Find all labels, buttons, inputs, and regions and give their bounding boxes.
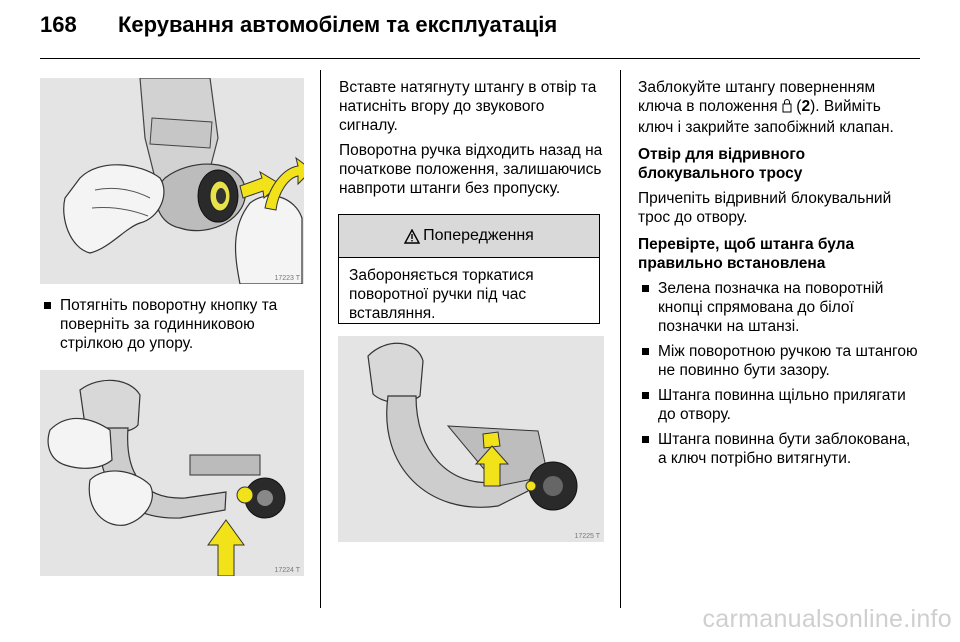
- paragraph: Заблокуйте штангу поверненням ключа в положення (2). Вийміть ключ і закрийте запобіжний клапан.: [638, 79, 894, 136]
- bullet-square-icon: [642, 285, 649, 292]
- page-title: Керування автомобілем та експлуатація: [118, 12, 558, 37]
- paragraph: Поворотна ручка відходить назад на початкове положення, залишаючись навпроти штанги без пропуску.: [339, 142, 603, 197]
- bullet-square-icon: [44, 302, 51, 309]
- figure-id: 17223 T: [274, 275, 300, 282]
- column-1-text: [40, 296, 310, 359]
- list-item: Між поворотною ручкою та штангою не повинно бути зазору.: [638, 342, 920, 380]
- warning-triangle-icon: [404, 229, 420, 244]
- warning-box: [338, 214, 600, 324]
- header-rule: [40, 58, 920, 59]
- section-heading: Отвір для відривного блокувального тросу: [638, 146, 806, 182]
- warning-header: [339, 215, 599, 258]
- figure-id: 17225 T: [574, 533, 600, 540]
- list-item: Штанга повинна бути заблокована, а ключ потрібно витягнути.: [638, 430, 920, 468]
- paragraph: Вставте натягнуту штангу в отвір та натисніть вгору до звукового сигналу.: [339, 79, 597, 134]
- list-item: Зелена позначка на поворотній кнопці спрямована до білої позначки на штанзі.: [638, 279, 920, 336]
- column-separator: [620, 70, 621, 608]
- tow-bar-insertion-figure: [40, 370, 304, 576]
- paragraph: Причепіть відривний блокувальний трос до отвору.: [638, 190, 892, 226]
- list-item: Штанга повинна щільно прилягати до отвору.: [638, 386, 920, 424]
- key-position-icon: [782, 99, 792, 118]
- tow-bar-knob-figure: [40, 78, 304, 284]
- column-separator: [320, 70, 321, 608]
- bullet-square-icon: [642, 436, 649, 443]
- column-3-text: [638, 78, 920, 474]
- tow-bar-locked-figure: [338, 336, 604, 542]
- list-item: Потягніть поворотну кнопку та поверніть за годинниковою стрілкою до упору.: [40, 296, 310, 353]
- bullet-square-icon: [642, 392, 649, 399]
- figure-id: 17224 T: [274, 567, 300, 574]
- bullet-square-icon: [642, 348, 649, 355]
- warning-text: Забороняється торкатися поворотної ручки під час вставляння.: [349, 267, 534, 322]
- section-heading: Перевірте, щоб штанга була правильно встановлена: [638, 236, 855, 272]
- watermark: carmanualsonline.info: [702, 605, 952, 633]
- column-2-text: [339, 78, 607, 204]
- warning-title: Попередження: [423, 227, 534, 244]
- page-number: 168: [40, 12, 77, 37]
